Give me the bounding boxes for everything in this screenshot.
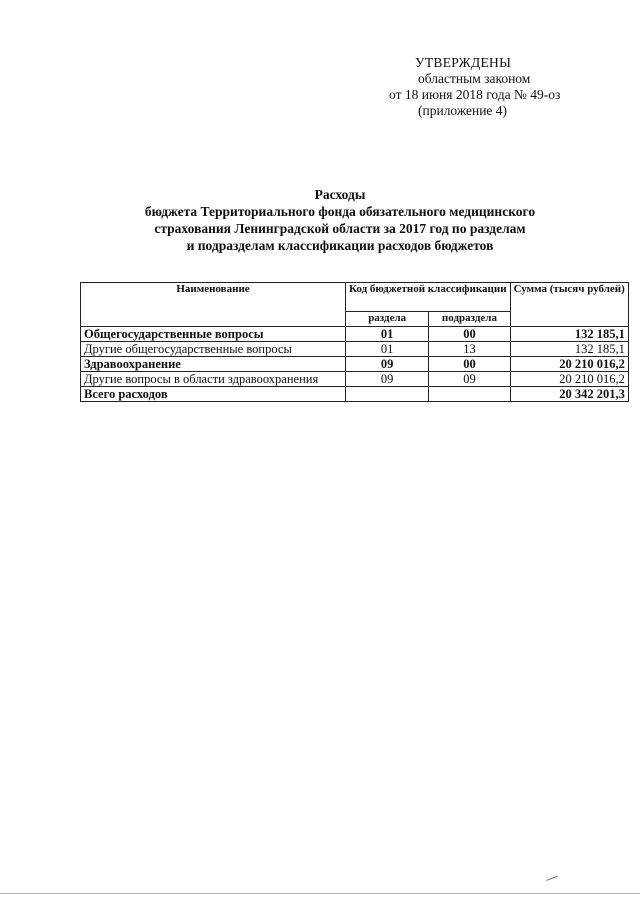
row-subsection: [429, 387, 510, 402]
total-label: Всего расходов: [81, 387, 346, 402]
row-sum: 132 185,1: [510, 342, 628, 357]
total-sum: 20 342 201,3: [510, 387, 628, 402]
approval-law: областным законом: [418, 71, 531, 86]
header-sum: Сумма (тысяч рублей): [510, 283, 628, 327]
approval-stamp: [387, 55, 587, 119]
title-line-1: Расходы: [314, 187, 366, 202]
table-total-row: [81, 387, 629, 402]
row-name: Другие общегосударственные вопросы: [81, 342, 346, 357]
row-section: 09: [346, 357, 429, 372]
expenses-table: [80, 282, 629, 402]
row-section: [346, 387, 429, 402]
row-section: 01: [346, 342, 429, 357]
row-subsection: 00: [429, 327, 510, 342]
header-code: Код бюджетной классификации: [346, 283, 511, 312]
row-subsection: 09: [429, 372, 510, 387]
approval-appendix: (приложение 4): [418, 103, 508, 118]
header-name: Наименование: [81, 283, 346, 327]
table-header-row: [81, 283, 629, 312]
scan-mark: [544, 870, 558, 881]
table-row: [81, 357, 629, 372]
row-sum: 132 185,1: [510, 327, 628, 342]
header-subsection: подраздела: [429, 312, 510, 327]
row-name: Другие вопросы в области здравоохранения: [81, 372, 346, 387]
table-row: [81, 327, 629, 342]
title-line-3: страхования Ленинградской области за 2017 год по разделам: [154, 221, 526, 236]
table-row: [81, 342, 629, 357]
row-section: 01: [346, 327, 429, 342]
approval-heading: УТВЕРЖДЕНЫ: [415, 55, 512, 70]
row-sum: 20 210 016,2: [510, 357, 628, 372]
title-line-2: бюджета Территориального фонда обязательного медицинского: [144, 204, 536, 219]
row-subsection: 00: [429, 357, 510, 372]
row-name: Здравоохранение: [81, 357, 346, 372]
table-row: [81, 372, 629, 387]
document-title: [80, 186, 600, 254]
scan-edge-line: [0, 893, 640, 894]
row-section: 09: [346, 372, 429, 387]
approval-date: от 18 июня 2018 года № 49-оз: [389, 87, 561, 102]
header-section: раздела: [346, 312, 429, 327]
title-line-4: и подразделам классификации расходов бюджетов: [186, 238, 494, 253]
row-subsection: 13: [429, 342, 510, 357]
row-sum: 20 210 016,2: [510, 372, 628, 387]
row-name: Общегосударственные вопросы: [81, 327, 346, 342]
